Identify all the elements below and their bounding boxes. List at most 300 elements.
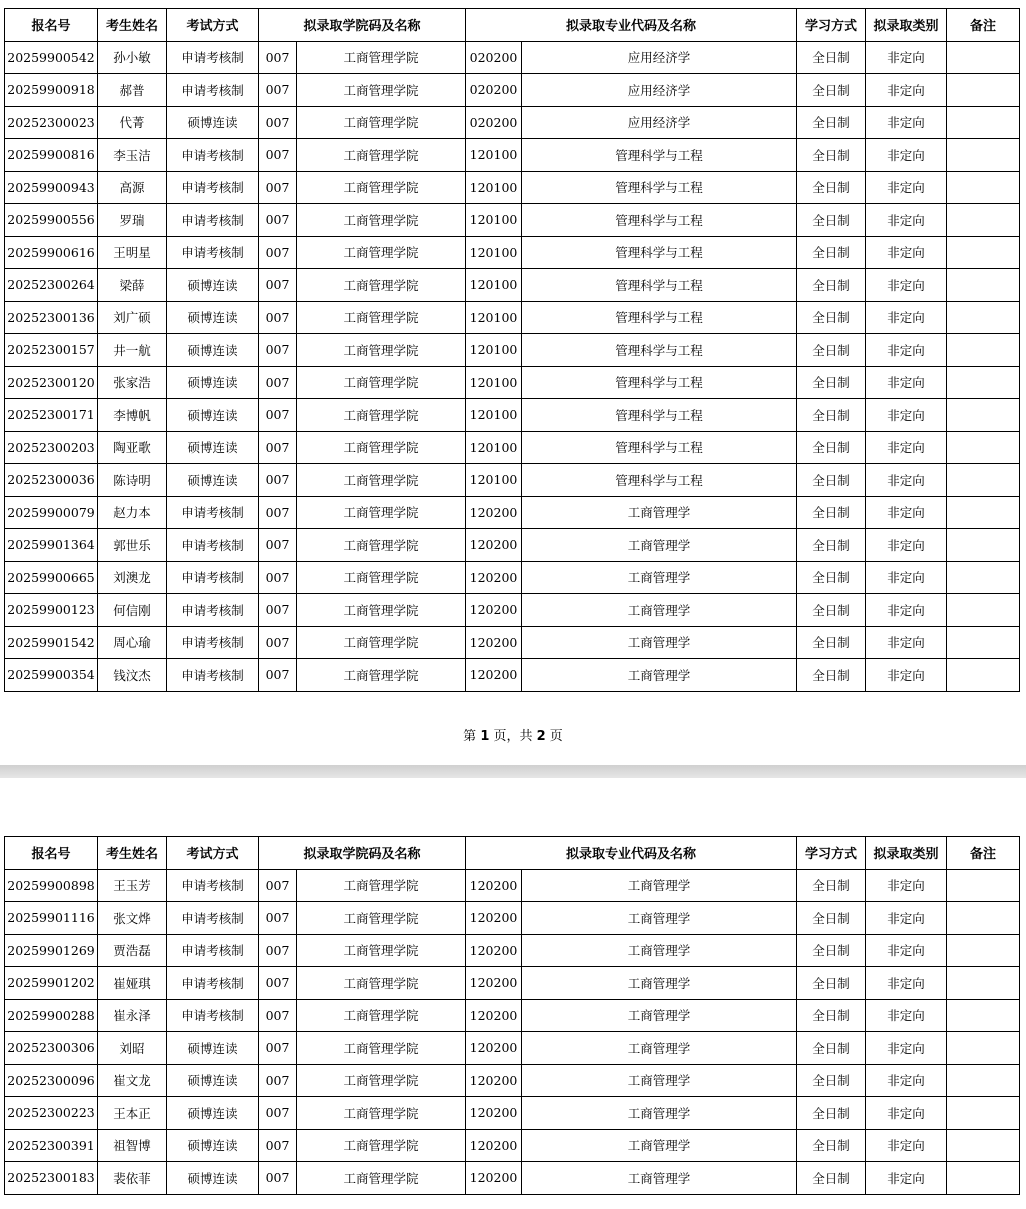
cell-college-name: 工商管理学院 (297, 236, 466, 269)
cell-note (947, 171, 1020, 204)
table-row (5, 269, 1020, 302)
header-registration-id: 报名号 (5, 9, 98, 42)
cell-exam-method: 申请考核制 (167, 626, 259, 659)
cell-major-code: 120200 (466, 1162, 522, 1195)
cell-major-name: 管理科学与工程 (522, 236, 797, 269)
cell-study-mode: 全日制 (797, 1162, 866, 1195)
cell-college-name: 工商管理学院 (297, 967, 466, 1000)
cell-college-code: 007 (259, 236, 297, 269)
table-row (5, 1064, 1020, 1097)
cell-major-code: 120100 (466, 269, 522, 302)
table-row (5, 999, 1020, 1032)
cell-college-code: 007 (259, 626, 297, 659)
cell-college-name: 工商管理学院 (297, 1064, 466, 1097)
cell-study-mode: 全日制 (797, 626, 866, 659)
cell-college-name: 工商管理学院 (297, 1162, 466, 1195)
cell-exam-method: 硕博连读 (167, 334, 259, 367)
cell-college-code: 007 (259, 74, 297, 107)
cell-study-mode: 全日制 (797, 139, 866, 172)
cell-college-code: 007 (259, 171, 297, 204)
cell-college-name: 工商管理学院 (297, 399, 466, 432)
table-row (5, 967, 1020, 1000)
cell-admission-category: 非定向 (866, 464, 947, 497)
cell-note (947, 1162, 1020, 1195)
cell-college-name: 工商管理学院 (297, 301, 466, 334)
cell-major-name: 工商管理学 (522, 1129, 797, 1162)
cell-registration-id: 20252300120 (5, 366, 98, 399)
cell-note (947, 139, 1020, 172)
cell-major-name: 应用经济学 (522, 41, 797, 74)
cell-registration-id: 20252300096 (5, 1064, 98, 1097)
cell-major-code: 120100 (466, 399, 522, 432)
cell-admission-category: 非定向 (866, 1097, 947, 1130)
cell-registration-id: 20259900288 (5, 999, 98, 1032)
cell-candidate-name: 贾浩磊 (98, 934, 167, 967)
cell-registration-id: 20259901269 (5, 934, 98, 967)
cell-exam-method: 硕博连读 (167, 1097, 259, 1130)
cell-study-mode: 全日制 (797, 106, 866, 139)
cell-candidate-name: 罗瑞 (98, 204, 167, 237)
cell-candidate-name: 崔文龙 (98, 1064, 167, 1097)
cell-registration-id: 20252300223 (5, 1097, 98, 1130)
cell-admission-category: 非定向 (866, 659, 947, 692)
table-row (5, 1162, 1020, 1195)
cell-registration-id: 20259900918 (5, 74, 98, 107)
table-row (5, 301, 1020, 334)
cell-major-code: 120100 (466, 139, 522, 172)
cell-college-name: 工商管理学院 (297, 464, 466, 497)
cell-candidate-name: 梁薛 (98, 269, 167, 302)
cell-study-mode: 全日制 (797, 301, 866, 334)
header-registration-id: 报名号 (5, 837, 98, 870)
cell-study-mode: 全日制 (797, 171, 866, 204)
header-major: 拟录取专业代码及名称 (466, 9, 797, 42)
cell-major-code: 120200 (466, 967, 522, 1000)
cell-college-name: 工商管理学院 (297, 496, 466, 529)
cell-study-mode: 全日制 (797, 431, 866, 464)
cell-major-code: 120200 (466, 934, 522, 967)
cell-major-code: 120200 (466, 869, 522, 902)
table-row (5, 399, 1020, 432)
cell-study-mode: 全日制 (797, 399, 866, 432)
cell-exam-method: 硕博连读 (167, 269, 259, 302)
cell-candidate-name: 陶亚歌 (98, 431, 167, 464)
cell-exam-method: 硕博连读 (167, 1129, 259, 1162)
cell-college-code: 007 (259, 269, 297, 302)
cell-major-name: 工商管理学 (522, 1064, 797, 1097)
cell-major-name: 工商管理学 (522, 529, 797, 562)
footer-total-pages: 2 (536, 729, 546, 744)
header-note: 备注 (947, 9, 1020, 42)
header-exam-method: 考试方式 (167, 837, 259, 870)
cell-note (947, 496, 1020, 529)
cell-admission-category: 非定向 (866, 74, 947, 107)
cell-registration-id: 20252300203 (5, 431, 98, 464)
header-college: 拟录取学院码及名称 (259, 9, 466, 42)
cell-registration-id: 20259901364 (5, 529, 98, 562)
cell-candidate-name: 何信刚 (98, 594, 167, 627)
table-row (5, 171, 1020, 204)
cell-candidate-name: 赵力本 (98, 496, 167, 529)
cell-candidate-name: 王明星 (98, 236, 167, 269)
cell-note (947, 399, 1020, 432)
table-row (5, 74, 1020, 107)
header-note: 备注 (947, 837, 1020, 870)
cell-major-name: 工商管理学 (522, 869, 797, 902)
cell-major-code: 120100 (466, 334, 522, 367)
cell-major-name: 工商管理学 (522, 967, 797, 1000)
cell-college-name: 工商管理学院 (297, 269, 466, 302)
cell-college-code: 007 (259, 869, 297, 902)
cell-candidate-name: 裴依菲 (98, 1162, 167, 1195)
cell-registration-id: 20259900556 (5, 204, 98, 237)
cell-admission-category: 非定向 (866, 902, 947, 935)
cell-admission-category: 非定向 (866, 934, 947, 967)
table-row (5, 236, 1020, 269)
cell-note (947, 934, 1020, 967)
cell-registration-id: 20252300023 (5, 106, 98, 139)
cell-registration-id: 20259900665 (5, 561, 98, 594)
cell-major-code: 120100 (466, 236, 522, 269)
header-exam-method: 考试方式 (167, 9, 259, 42)
cell-college-name: 工商管理学院 (297, 74, 466, 107)
table-row (5, 594, 1020, 627)
cell-admission-category: 非定向 (866, 967, 947, 1000)
cell-candidate-name: 王本正 (98, 1097, 167, 1130)
cell-note (947, 1097, 1020, 1130)
cell-candidate-name: 李博帆 (98, 399, 167, 432)
cell-exam-method: 硕博连读 (167, 301, 259, 334)
cell-major-code: 120100 (466, 204, 522, 237)
cell-note (947, 41, 1020, 74)
table-header-row (5, 9, 1020, 42)
cell-note (947, 902, 1020, 935)
cell-study-mode: 全日制 (797, 1129, 866, 1162)
cell-candidate-name: 井一航 (98, 334, 167, 367)
cell-study-mode: 全日制 (797, 74, 866, 107)
cell-admission-category: 非定向 (866, 561, 947, 594)
cell-college-name: 工商管理学院 (297, 594, 466, 627)
table-row (5, 626, 1020, 659)
cell-candidate-name: 孙小敏 (98, 41, 167, 74)
cell-study-mode: 全日制 (797, 41, 866, 74)
cell-college-code: 007 (259, 594, 297, 627)
cell-major-code: 120200 (466, 1032, 522, 1065)
cell-admission-category: 非定向 (866, 334, 947, 367)
cell-note (947, 74, 1020, 107)
cell-candidate-name: 郭世乐 (98, 529, 167, 562)
cell-study-mode: 全日制 (797, 334, 866, 367)
cell-college-name: 工商管理学院 (297, 561, 466, 594)
header-candidate-name: 考生姓名 (98, 9, 167, 42)
cell-major-name: 管理科学与工程 (522, 334, 797, 367)
footer-middle: 页，共 (489, 729, 537, 744)
table-row (5, 496, 1020, 529)
cell-candidate-name: 代菁 (98, 106, 167, 139)
cell-exam-method: 硕博连读 (167, 464, 259, 497)
cell-candidate-name: 张家浩 (98, 366, 167, 399)
cell-major-code: 120100 (466, 171, 522, 204)
cell-major-name: 管理科学与工程 (522, 269, 797, 302)
admission-table-page-2 (4, 836, 1020, 1195)
table-row (5, 659, 1020, 692)
cell-major-name: 管理科学与工程 (522, 301, 797, 334)
cell-registration-id: 20252300157 (5, 334, 98, 367)
table-row (5, 1097, 1020, 1130)
cell-registration-id: 20259900542 (5, 41, 98, 74)
cell-exam-method: 申请考核制 (167, 902, 259, 935)
cell-college-name: 工商管理学院 (297, 659, 466, 692)
cell-major-code: 120200 (466, 659, 522, 692)
cell-college-code: 007 (259, 1162, 297, 1195)
cell-exam-method: 申请考核制 (167, 529, 259, 562)
cell-college-name: 工商管理学院 (297, 1097, 466, 1130)
cell-exam-method: 申请考核制 (167, 496, 259, 529)
cell-candidate-name: 刘澳龙 (98, 561, 167, 594)
cell-note (947, 236, 1020, 269)
cell-major-code: 120100 (466, 301, 522, 334)
cell-college-code: 007 (259, 106, 297, 139)
cell-admission-category: 非定向 (866, 626, 947, 659)
cell-study-mode: 全日制 (797, 967, 866, 1000)
cell-admission-category: 非定向 (866, 431, 947, 464)
cell-study-mode: 全日制 (797, 594, 866, 627)
cell-college-code: 007 (259, 999, 297, 1032)
cell-exam-method: 硕博连读 (167, 1032, 259, 1065)
cell-exam-method: 申请考核制 (167, 659, 259, 692)
cell-exam-method: 申请考核制 (167, 594, 259, 627)
header-candidate-name: 考生姓名 (98, 837, 167, 870)
cell-major-name: 应用经济学 (522, 74, 797, 107)
cell-major-name: 管理科学与工程 (522, 464, 797, 497)
cell-major-code: 120200 (466, 1129, 522, 1162)
cell-study-mode: 全日制 (797, 561, 866, 594)
table-row (5, 431, 1020, 464)
cell-college-name: 工商管理学院 (297, 171, 466, 204)
cell-registration-id: 20259900816 (5, 139, 98, 172)
cell-note (947, 334, 1020, 367)
table-row (5, 41, 1020, 74)
footer-suffix: 页 (545, 729, 563, 744)
cell-admission-category: 非定向 (866, 171, 947, 204)
cell-college-name: 工商管理学院 (297, 431, 466, 464)
header-study-mode: 学习方式 (797, 837, 866, 870)
cell-exam-method: 申请考核制 (167, 74, 259, 107)
cell-admission-category: 非定向 (866, 999, 947, 1032)
cell-college-code: 007 (259, 1097, 297, 1130)
cell-college-name: 工商管理学院 (297, 626, 466, 659)
cell-registration-id: 20259901202 (5, 967, 98, 1000)
cell-candidate-name: 刘广硕 (98, 301, 167, 334)
cell-study-mode: 全日制 (797, 1097, 866, 1130)
cell-college-name: 工商管理学院 (297, 934, 466, 967)
cell-exam-method: 硕博连读 (167, 106, 259, 139)
cell-major-code: 120200 (466, 902, 522, 935)
cell-candidate-name: 祖智博 (98, 1129, 167, 1162)
header-major: 拟录取专业代码及名称 (466, 837, 797, 870)
cell-major-name: 管理科学与工程 (522, 366, 797, 399)
cell-note (947, 999, 1020, 1032)
cell-exam-method: 申请考核制 (167, 934, 259, 967)
cell-note (947, 464, 1020, 497)
cell-note (947, 561, 1020, 594)
cell-note (947, 626, 1020, 659)
cell-major-name: 管理科学与工程 (522, 399, 797, 432)
footer-current-page: 1 (480, 729, 490, 744)
cell-candidate-name: 陈诗明 (98, 464, 167, 497)
table-row (5, 204, 1020, 237)
cell-admission-category: 非定向 (866, 41, 947, 74)
cell-admission-category: 非定向 (866, 366, 947, 399)
cell-admission-category: 非定向 (866, 106, 947, 139)
cell-registration-id: 20259901542 (5, 626, 98, 659)
cell-major-name: 管理科学与工程 (522, 171, 797, 204)
cell-college-code: 007 (259, 431, 297, 464)
cell-admission-category: 非定向 (866, 496, 947, 529)
page-footer (0, 725, 1026, 744)
cell-candidate-name: 高源 (98, 171, 167, 204)
cell-major-name: 工商管理学 (522, 1162, 797, 1195)
cell-exam-method: 硕博连读 (167, 1064, 259, 1097)
cell-note (947, 366, 1020, 399)
cell-exam-method: 申请考核制 (167, 561, 259, 594)
cell-college-code: 007 (259, 41, 297, 74)
table-row (5, 106, 1020, 139)
cell-exam-method: 申请考核制 (167, 236, 259, 269)
cell-college-code: 007 (259, 204, 297, 237)
cell-registration-id: 20252300391 (5, 1129, 98, 1162)
cell-note (947, 301, 1020, 334)
cell-admission-category: 非定向 (866, 399, 947, 432)
cell-study-mode: 全日制 (797, 204, 866, 237)
cell-study-mode: 全日制 (797, 934, 866, 967)
cell-admission-category: 非定向 (866, 1064, 947, 1097)
cell-admission-category: 非定向 (866, 236, 947, 269)
cell-exam-method: 硕博连读 (167, 399, 259, 432)
cell-registration-id: 20259901116 (5, 902, 98, 935)
header-admission-category: 拟录取类别 (866, 9, 947, 42)
cell-note (947, 1064, 1020, 1097)
cell-exam-method: 硕博连读 (167, 431, 259, 464)
cell-college-name: 工商管理学院 (297, 366, 466, 399)
cell-major-name: 工商管理学 (522, 999, 797, 1032)
cell-admission-category: 非定向 (866, 269, 947, 302)
cell-admission-category: 非定向 (866, 139, 947, 172)
cell-study-mode: 全日制 (797, 1064, 866, 1097)
cell-major-code: 120200 (466, 594, 522, 627)
cell-major-code: 120100 (466, 431, 522, 464)
cell-major-code: 020200 (466, 41, 522, 74)
table-row (5, 561, 1020, 594)
cell-study-mode: 全日制 (797, 869, 866, 902)
cell-study-mode: 全日制 (797, 659, 866, 692)
cell-major-code: 120200 (466, 561, 522, 594)
cell-major-code: 020200 (466, 106, 522, 139)
cell-registration-id: 20252300264 (5, 269, 98, 302)
cell-admission-category: 非定向 (866, 529, 947, 562)
header-study-mode: 学习方式 (797, 9, 866, 42)
cell-major-name: 工商管理学 (522, 496, 797, 529)
cell-major-code: 120100 (466, 366, 522, 399)
cell-study-mode: 全日制 (797, 236, 866, 269)
cell-major-code: 020200 (466, 74, 522, 107)
footer-prefix: 第 (463, 729, 481, 744)
cell-registration-id: 20259900123 (5, 594, 98, 627)
cell-candidate-name: 钱汶杰 (98, 659, 167, 692)
cell-study-mode: 全日制 (797, 529, 866, 562)
cell-major-name: 工商管理学 (522, 1097, 797, 1130)
cell-college-code: 007 (259, 967, 297, 1000)
cell-exam-method: 申请考核制 (167, 967, 259, 1000)
cell-major-name: 应用经济学 (522, 106, 797, 139)
table-header-row (5, 837, 1020, 870)
cell-study-mode: 全日制 (797, 269, 866, 302)
cell-registration-id: 20252300036 (5, 464, 98, 497)
cell-registration-id: 20252300136 (5, 301, 98, 334)
cell-major-name: 管理科学与工程 (522, 204, 797, 237)
cell-candidate-name: 刘昭 (98, 1032, 167, 1065)
admission-table-page-1 (4, 8, 1020, 692)
cell-college-name: 工商管理学院 (297, 41, 466, 74)
cell-exam-method: 申请考核制 (167, 999, 259, 1032)
cell-note (947, 1032, 1020, 1065)
cell-college-code: 007 (259, 464, 297, 497)
cell-major-name: 工商管理学 (522, 934, 797, 967)
cell-major-code: 120200 (466, 496, 522, 529)
cell-note (947, 869, 1020, 902)
cell-major-name: 工商管理学 (522, 594, 797, 627)
cell-college-name: 工商管理学院 (297, 139, 466, 172)
table-row (5, 902, 1020, 935)
cell-college-name: 工商管理学院 (297, 529, 466, 562)
cell-candidate-name: 张文烨 (98, 902, 167, 935)
cell-candidate-name: 李玉洁 (98, 139, 167, 172)
cell-study-mode: 全日制 (797, 999, 866, 1032)
cell-college-name: 工商管理学院 (297, 902, 466, 935)
cell-college-code: 007 (259, 301, 297, 334)
table-row (5, 869, 1020, 902)
cell-exam-method: 申请考核制 (167, 139, 259, 172)
cell-college-code: 007 (259, 139, 297, 172)
cell-college-name: 工商管理学院 (297, 106, 466, 139)
cell-registration-id: 20259900943 (5, 171, 98, 204)
cell-major-name: 管理科学与工程 (522, 431, 797, 464)
cell-admission-category: 非定向 (866, 301, 947, 334)
cell-major-name: 工商管理学 (522, 561, 797, 594)
cell-note (947, 1129, 1020, 1162)
table-row (5, 1032, 1020, 1065)
cell-major-name: 工商管理学 (522, 1032, 797, 1065)
cell-admission-category: 非定向 (866, 594, 947, 627)
cell-study-mode: 全日制 (797, 496, 866, 529)
header-college: 拟录取学院码及名称 (259, 837, 466, 870)
cell-note (947, 529, 1020, 562)
cell-exam-method: 申请考核制 (167, 171, 259, 204)
cell-major-name: 工商管理学 (522, 659, 797, 692)
cell-college-code: 007 (259, 496, 297, 529)
cell-note (947, 659, 1020, 692)
cell-admission-category: 非定向 (866, 869, 947, 902)
cell-college-name: 工商管理学院 (297, 1032, 466, 1065)
cell-college-code: 007 (259, 1064, 297, 1097)
cell-college-code: 007 (259, 561, 297, 594)
cell-major-name: 管理科学与工程 (522, 139, 797, 172)
cell-candidate-name: 郝普 (98, 74, 167, 107)
cell-college-code: 007 (259, 399, 297, 432)
cell-registration-id: 20252300183 (5, 1162, 98, 1195)
cell-candidate-name: 崔娅琪 (98, 967, 167, 1000)
cell-note (947, 967, 1020, 1000)
